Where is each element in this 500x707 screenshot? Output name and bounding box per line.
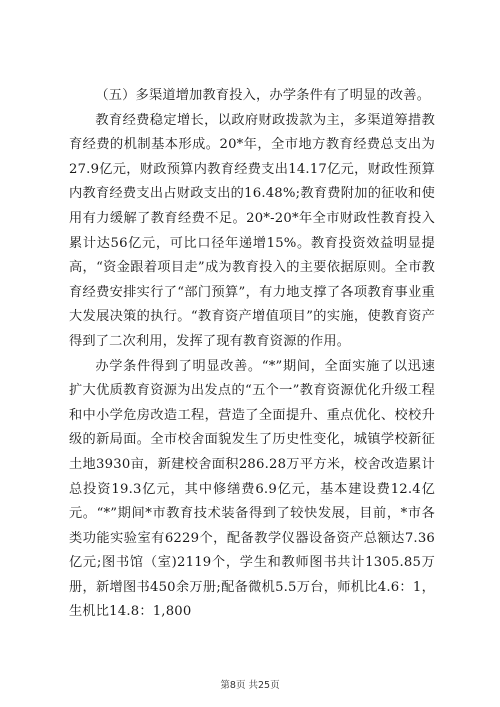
page-body [69,84,435,625]
section-heading-paragraph: （五）多渠道增加教育投入，办学条件有了明显的改善。 [95,88,431,103]
conditions-paragraph: 办学条件得到了明显改善。“*”期间，全面实施了以迅速扩大优质教育资源为出发点的“五个一”教育资源优化升级工程和中小学危房改造工程，营造了全面提升、重点优化、校校升级的新局面。全市校舍面貌发生了历史性变化，城镇学校新征土地3930亩，新建校舍面积286.28万平方米，校舍改造累计总投资19.3亿元，其中修缮费6.9亿元，基本建设费12.4亿元。“*”期间*市教育技术装备得到了较快发展，目前，*市各类功能实验室有6229个，配备教学仪器设备资产总额达7.36亿元;图书馆（室)2119个，学生和教师图书共计1305.85万册，新增图书450余万册;配备微机5.5万台，师机比4.6：1，生机比14.8：1,800 [69,358,435,620]
funding-paragraph: 教育经费稳定增长，以政府财政拨款为主，多渠道筹措教育经费的机制基本形成。20*年，全市地方教育经费总支出为27.9亿元，财政预算内教育经费支出14.17亿元，财政性预算内教育经费支出占财政支出的16.48%;教育费附加的征收和使用有力缓解了教育经费不足。20*-20*年全市财政性教育投入累计达56亿元，可比口径年递增15%。教育投资效益明显提高，“资金跟着项目走”成为教育投入的主要依据原则。全市教育经费安排实行了“部门预算”，有力地支撑了各项教育事业重大发展决策的执行。“教育资产增值项目”的实施，使教育资产得到了二次利用，发挥了现有教育资源的作用。 [69,112,435,349]
page-number-footer: 第8页 共25页 [220,680,280,691]
